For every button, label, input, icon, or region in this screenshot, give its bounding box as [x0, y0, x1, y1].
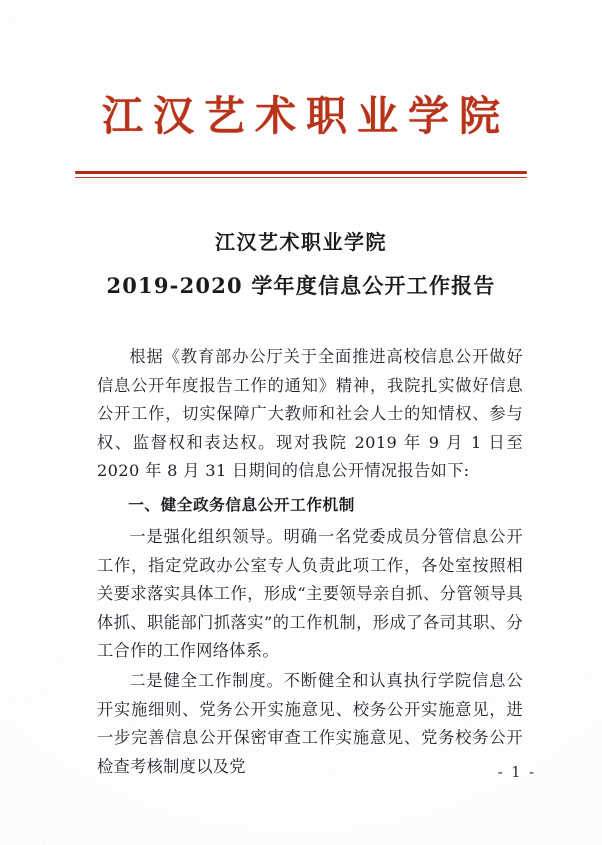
divider-rule-thin	[75, 177, 527, 178]
document-title-line-1: 江汉艺术职业学院	[215, 230, 387, 254]
letterhead-institution-name: 江汉艺术职业学院	[102, 92, 510, 140]
body-paragraph-1: 根据《教育部办公厅关于全面推进高校信息公开做好信息公开年度报告工作的通知》精神，我院扎实做好信息公开工作，切实保障广大教师和社会人士的知情权、参与权、监督权和表达权。现对我院 2019 年 9 月 1 日至 2020 年 8 月 31 日期间的信息公开情况报告如下:	[97, 347, 523, 481]
document-title	[0, 228, 602, 301]
letterhead-divider	[75, 171, 527, 178]
document-title-line-2: 2019-2020 学年度信息公开工作报告	[106, 273, 496, 298]
divider-rule-thick	[75, 171, 527, 174]
body-paragraph-2: 一是强化组织领导。明确一名党委成员分管信息公开工作，指定党政办公室专人负责此项工作，各处室按照相关要求落实具体工作，形成“主要领导亲自抓、分管领导具体抓、职能部门抓落实”的工作机制，形成了各司其职、分工合作的工作网络体系。	[97, 526, 523, 661]
section-heading-1: 一、健全政务信息公开工作机制	[128, 495, 355, 514]
letterhead	[0, 92, 602, 140]
document-body	[97, 343, 523, 781]
body-paragraph-3: 二是健全工作制度。不断健全和认真执行学院信息公开实施细则、党务公开实施意见、校务公开实施意见，进一步完善信息公开保密审查工作实施意见、党务校务公开检查考核制度以及党	[97, 670, 523, 776]
page-number: - 1 -	[497, 765, 536, 781]
